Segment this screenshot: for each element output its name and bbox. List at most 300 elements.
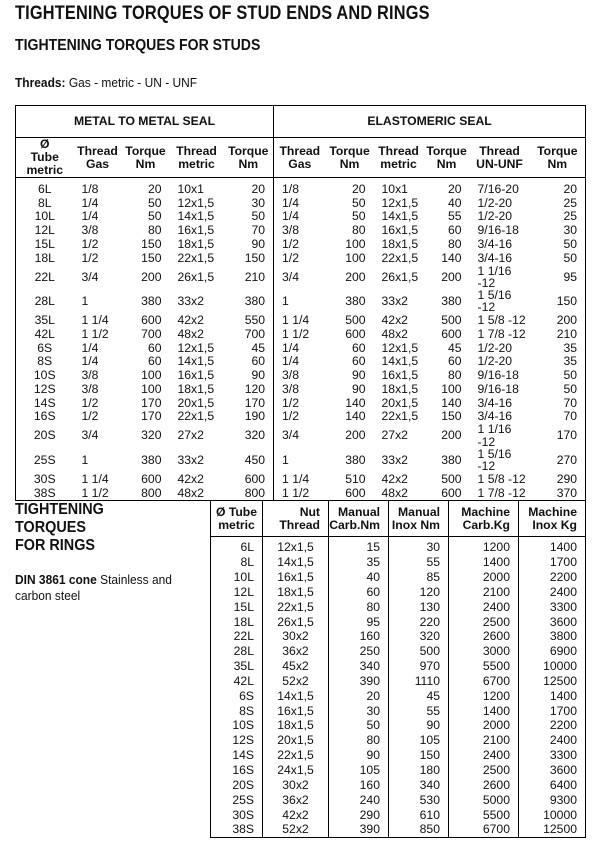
table-cell: 700: [141, 326, 162, 341]
table-cell: 80: [329, 599, 389, 614]
table-cell: 18x1,5: [177, 236, 215, 251]
table-cell: 50: [329, 718, 389, 733]
table-cell: 18x1,5: [381, 381, 419, 396]
table-cell: 1/2: [282, 395, 299, 410]
table-cell: 1 1/16 -12: [477, 422, 512, 449]
table-cell: 2400: [449, 748, 519, 763]
table-cell: 170: [141, 395, 162, 410]
table-cell: 15L: [211, 599, 263, 614]
rings-torque-table: [210, 500, 586, 838]
table-cell: 600: [441, 326, 462, 341]
table-cell: 170: [556, 428, 578, 443]
table-cell: 20x1,5: [263, 733, 329, 748]
table-cell: 60: [224, 355, 274, 369]
studs-column-header: Thread UN-UNF: [470, 138, 530, 178]
table-row: [16, 472, 586, 486]
table-cell: 35: [563, 340, 578, 355]
table-cell: 18x1,5: [381, 236, 419, 251]
table-cell: 30x2: [263, 629, 329, 644]
table-cell: 270: [556, 452, 578, 467]
table-cell: 60: [351, 354, 366, 369]
table-cell: 2100: [449, 585, 519, 600]
table-cell: 25S: [33, 452, 56, 467]
table-row: [16, 265, 586, 289]
table-cell: 500: [345, 313, 366, 328]
table-cell: 150: [224, 251, 274, 265]
studs-column-header: Thread Gas: [74, 138, 122, 178]
table-cell: 90: [224, 237, 274, 251]
table-cell: 2400: [519, 585, 586, 600]
table-cell: 850: [389, 822, 449, 837]
table-cell: 60: [147, 354, 162, 369]
table-cell: 1/2: [81, 250, 99, 265]
table-cell: 1700: [519, 555, 586, 570]
table-cell: 3600: [519, 614, 586, 629]
table-cell: 1110: [389, 674, 449, 689]
table-cell: 70: [563, 409, 578, 424]
table-cell: 70: [224, 223, 274, 237]
table-cell: 16x1,5: [263, 703, 329, 718]
table-cell: 600: [141, 471, 162, 486]
table-row: [211, 674, 586, 689]
table-cell: 1: [81, 452, 89, 467]
table-cell: 45: [447, 340, 462, 355]
table-cell: 50: [563, 250, 578, 265]
table-cell: 6S: [211, 688, 263, 703]
table-cell: 40: [447, 195, 462, 210]
table-cell: 30: [389, 537, 449, 555]
table-cell: 530: [389, 792, 449, 807]
table-cell: 14x1,5: [177, 209, 215, 224]
table-cell: 1400: [449, 555, 519, 570]
table-cell: 14S: [33, 395, 56, 410]
table-cell: 105: [329, 763, 389, 778]
rings-description: [15, 572, 190, 604]
table-row: [16, 327, 586, 341]
table-cell: 3/8: [282, 368, 299, 383]
table-cell: 22L: [211, 629, 263, 644]
table-cell: 3/4-16: [477, 409, 513, 424]
table-cell: 33x2: [177, 452, 204, 467]
table-cell: 25: [563, 195, 578, 210]
table-cell: 600: [441, 485, 462, 500]
table-cell: 50: [563, 236, 578, 251]
table-row: [211, 537, 586, 555]
table-cell: 10S: [33, 368, 56, 383]
table-cell: 50: [563, 381, 578, 396]
table-cell: 170: [224, 396, 274, 410]
table-cell: 1400: [449, 703, 519, 718]
table-cell: 50: [351, 195, 366, 210]
table-cell: 1: [282, 452, 289, 467]
table-row: [211, 555, 586, 570]
table-cell: 16x1,5: [381, 368, 419, 383]
table-cell: 100: [441, 381, 462, 396]
table-row: [16, 448, 586, 472]
table-cell: 12500: [519, 674, 586, 689]
table-cell: 3600: [519, 763, 586, 778]
table-cell: 140: [345, 395, 366, 410]
table-cell: 18x1,5: [263, 718, 329, 733]
studs-column-header: Thread metric: [170, 138, 224, 178]
table-cell: 27x2: [381, 428, 408, 443]
table-cell: 10x1: [177, 181, 204, 196]
table-cell: 8S: [211, 703, 263, 718]
table-cell: 1/2: [81, 409, 99, 424]
table-cell: 90: [329, 748, 389, 763]
table-row: [211, 778, 586, 793]
table-cell: 7/16-20: [477, 181, 519, 196]
table-cell: 42x2: [177, 471, 204, 486]
table-row: [16, 423, 586, 447]
table-cell: 2600: [449, 778, 519, 793]
table-cell: 6400: [519, 778, 586, 793]
table-cell: 3/8: [282, 223, 299, 238]
table-cell: 380: [141, 294, 162, 308]
threads-value: Gas - metric - UN - UNF: [68, 75, 198, 90]
table-cell: 1 1/2: [282, 485, 310, 500]
table-cell: 50: [351, 209, 366, 224]
table-row: [16, 396, 586, 410]
table-cell: 290: [329, 807, 389, 822]
table-cell: 5000: [449, 792, 519, 807]
table-cell: 1/4: [282, 209, 299, 224]
table-cell: 30: [563, 223, 578, 238]
table-cell: 18L: [34, 250, 55, 265]
rings-column-header: Nut Thread: [263, 501, 329, 537]
table-cell: 35: [329, 555, 389, 570]
table-cell: 95: [329, 614, 389, 629]
table-cell: 55: [389, 555, 449, 570]
table-cell: 16S: [211, 763, 263, 778]
group-elastomeric-header: ELASTOMERIC SEAL: [274, 106, 586, 138]
table-cell: 1200: [449, 537, 519, 555]
rings-title: [15, 501, 104, 555]
table-cell: 1 1/4: [282, 313, 310, 328]
table-cell: 1/2: [81, 395, 99, 410]
table-cell: 20: [224, 178, 274, 196]
table-cell: 340: [389, 778, 449, 793]
table-row: [16, 313, 586, 327]
table-cell: 8S: [37, 354, 53, 369]
table-cell: 22x1,5: [263, 748, 329, 763]
table-row: [16, 237, 586, 251]
table-cell: 6L: [211, 537, 263, 555]
table-cell: 40: [329, 570, 389, 585]
table-cell: 120: [389, 585, 449, 600]
table-cell: 3/8: [81, 368, 99, 383]
table-cell: 1700: [519, 703, 586, 718]
table-cell: 15L: [34, 236, 55, 251]
table-cell: 80: [329, 733, 389, 748]
table-row: [16, 223, 586, 237]
table-row: [211, 807, 586, 822]
table-cell: 1/4: [282, 354, 299, 369]
table-cell: 22x1,5: [177, 250, 215, 265]
table-cell: 70: [563, 395, 578, 410]
table-cell: 390: [329, 822, 389, 837]
table-cell: 320: [389, 629, 449, 644]
table-cell: 48x2: [177, 485, 204, 500]
table-cell: 150: [141, 250, 162, 265]
table-cell: 150: [141, 236, 162, 251]
table-row: [16, 355, 586, 369]
table-cell: 28L: [211, 644, 263, 659]
studs-column-header: Thread metric: [374, 138, 424, 178]
table-cell: 42L: [211, 674, 263, 689]
rings-column-header: Manual Inox Nm: [389, 501, 449, 537]
table-cell: 1/8: [282, 181, 299, 196]
studs-column-header: Torque Nm: [530, 138, 586, 178]
table-cell: 1 5/16 -12: [477, 287, 512, 315]
table-cell: 90: [351, 368, 366, 383]
table-cell: 600: [224, 472, 274, 486]
table-cell: 3/4: [282, 428, 299, 443]
table-cell: 1/2-20: [477, 354, 513, 369]
table-cell: 150: [556, 294, 578, 308]
table-cell: 550: [224, 313, 274, 327]
table-cell: 800: [224, 486, 274, 500]
table-cell: 130: [389, 599, 449, 614]
table-cell: 3/8: [282, 381, 299, 396]
table-cell: 340: [329, 659, 389, 674]
table-cell: 150: [389, 748, 449, 763]
table-cell: 380: [224, 289, 274, 313]
table-cell: 200: [345, 269, 366, 284]
table-cell: 1/2: [282, 250, 299, 265]
table-cell: 500: [389, 644, 449, 659]
table-cell: 16x1,5: [177, 368, 215, 383]
table-cell: 33x2: [177, 294, 204, 308]
table-cell: 26x1,5: [263, 614, 329, 629]
table-cell: 380: [441, 294, 462, 308]
table-cell: 1 5/8 -12: [477, 471, 526, 486]
table-row: [211, 688, 586, 703]
table-cell: 1/2-20: [477, 209, 513, 224]
table-cell: 42x2: [381, 313, 408, 328]
table-cell: 5500: [449, 807, 519, 822]
table-cell: 500: [441, 471, 462, 486]
table-cell: 36x2: [263, 644, 329, 659]
table-cell: 250: [329, 644, 389, 659]
table-cell: 2200: [519, 570, 586, 585]
table-cell: 3/4: [282, 269, 299, 284]
table-row: [211, 718, 586, 733]
table-cell: 1: [282, 294, 289, 308]
table-cell: 60: [329, 585, 389, 600]
rings-column-header: Manual Carb.Nm: [329, 501, 389, 537]
rings-desc-material: Stainless and carbon steel: [15, 572, 172, 603]
table-cell: 210: [224, 265, 274, 289]
table-cell: 12L: [34, 223, 55, 238]
table-cell: 85: [389, 570, 449, 585]
table-row: [16, 178, 586, 196]
table-cell: 1/4: [282, 340, 299, 355]
table-cell: 610: [389, 807, 449, 822]
table-cell: 42x2: [177, 313, 204, 328]
table-row: [211, 659, 586, 674]
studs-subtitle: TIGHTENING TORQUES FOR STUDS: [15, 37, 261, 54]
table-cell: 12L: [211, 585, 263, 600]
table-cell: 35L: [34, 313, 55, 328]
table-cell: 600: [345, 485, 366, 500]
table-cell: 26x1,5: [177, 269, 215, 284]
table-row: [16, 486, 586, 500]
table-cell: 2100: [449, 733, 519, 748]
table-cell: 3/4: [81, 428, 99, 443]
table-cell: 42x2: [263, 807, 329, 822]
table-cell: 28L: [34, 294, 55, 308]
table-cell: 14x1,5: [263, 555, 329, 570]
table-cell: 105: [389, 733, 449, 748]
table-cell: 1/4: [81, 340, 99, 355]
rings-desc-standard: DIN 3861 cone: [15, 572, 97, 587]
table-cell: 1 7/8 -12: [477, 485, 526, 500]
table-cell: 16x1,5: [381, 223, 419, 238]
table-cell: 510: [345, 471, 366, 486]
table-cell: 320: [224, 423, 274, 447]
table-cell: 1/2: [282, 409, 299, 424]
rings-title-line: FOR RINGS: [15, 537, 96, 554]
table-cell: 380: [345, 452, 366, 467]
studs-column-header: Torque Nm: [424, 138, 470, 178]
table-row: [16, 196, 586, 210]
table-cell: 3/4-16: [477, 250, 513, 265]
table-cell: 90: [224, 368, 274, 382]
table-cell: 20: [147, 181, 162, 196]
table-cell: 14x1,5: [381, 354, 419, 369]
table-cell: 12x1,5: [177, 340, 215, 355]
table-cell: 60: [147, 340, 162, 355]
table-cell: 25S: [211, 792, 263, 807]
table-cell: 50: [224, 210, 274, 224]
table-cell: 14S: [211, 748, 263, 763]
table-cell: 18L: [211, 614, 263, 629]
table-cell: 55: [447, 209, 462, 224]
table-cell: 14x1,5: [177, 354, 215, 369]
table-cell: 2500: [449, 763, 519, 778]
table-cell: 3/4: [81, 269, 99, 284]
table-cell: 1/4: [81, 354, 99, 369]
table-cell: 1/4: [282, 195, 299, 210]
table-cell: 6700: [449, 674, 519, 689]
table-cell: 42L: [34, 326, 55, 341]
table-cell: 2400: [449, 599, 519, 614]
table-cell: 100: [141, 381, 162, 396]
table-cell: 1/2: [81, 236, 99, 251]
table-cell: 95: [563, 269, 578, 284]
table-cell: 10L: [211, 570, 263, 585]
studs-column-header: Torque Nm: [326, 138, 374, 178]
table-cell: 12S: [33, 381, 56, 396]
table-cell: 1 7/8 -12: [477, 326, 526, 341]
table-cell: 1 1/4: [81, 471, 109, 486]
table-cell: 6L: [37, 181, 52, 196]
table-cell: 3/8: [81, 223, 99, 238]
table-cell: 1/2-20: [477, 195, 513, 210]
studs-column-header: Ø Tube metric: [16, 138, 74, 178]
table-row: [211, 822, 586, 837]
table-cell: 190: [224, 410, 274, 424]
table-cell: 380: [441, 452, 462, 467]
table-cell: 1/4: [81, 209, 99, 224]
table-cell: 140: [345, 409, 366, 424]
table-cell: 1400: [519, 688, 586, 703]
table-cell: 12500: [519, 822, 586, 837]
table-cell: 60: [447, 223, 462, 238]
table-row: [211, 763, 586, 778]
table-cell: 3300: [519, 599, 586, 614]
table-cell: 35: [563, 354, 578, 369]
table-cell: 22x1,5: [381, 250, 419, 265]
table-cell: 16x1,5: [263, 570, 329, 585]
table-cell: 9/16-18: [477, 368, 519, 383]
group-metal-header: METAL TO METAL SEAL: [16, 106, 274, 138]
table-cell: 20S: [33, 428, 56, 443]
table-cell: 140: [441, 395, 462, 410]
table-cell: 170: [141, 409, 162, 424]
table-cell: 12x1,5: [263, 537, 329, 555]
table-cell: 90: [389, 718, 449, 733]
table-cell: 3000: [449, 644, 519, 659]
table-cell: 500: [441, 313, 462, 328]
table-row: [211, 703, 586, 718]
table-cell: 160: [329, 629, 389, 644]
table-cell: 48x2: [381, 326, 408, 341]
table-row: [16, 289, 586, 313]
table-cell: 220: [389, 614, 449, 629]
table-cell: 10000: [519, 807, 586, 822]
table-cell: 52x2: [263, 822, 329, 837]
table-cell: 55: [389, 703, 449, 718]
table-row: [16, 368, 586, 382]
table-cell: 30: [224, 196, 274, 210]
table-cell: 60: [447, 354, 462, 369]
table-cell: 380: [345, 294, 366, 308]
table-row: [16, 382, 586, 396]
table-cell: 6900: [519, 644, 586, 659]
table-cell: 1 1/2: [81, 326, 109, 341]
table-cell: 45: [389, 688, 449, 703]
table-cell: 5500: [449, 659, 519, 674]
table-cell: 800: [141, 485, 162, 500]
table-cell: 12S: [211, 733, 263, 748]
studs-torque-table: [15, 105, 586, 501]
table-cell: 52x2: [263, 674, 329, 689]
studs-column-header: Torque Nm: [122, 138, 170, 178]
table-cell: 45x2: [263, 659, 329, 674]
rings-column-header: Ø Tube metric: [211, 501, 263, 537]
table-cell: 1/2: [282, 236, 299, 251]
table-cell: 24x1,5: [263, 763, 329, 778]
page-title: TIGHTENING TORQUES OF STUD ENDS AND RINGS: [15, 3, 430, 24]
studs-column-header: Torque Nm: [224, 138, 274, 178]
table-cell: 1 5/16 -12: [477, 446, 512, 473]
table-cell: 3300: [519, 748, 586, 763]
table-cell: 180: [389, 763, 449, 778]
table-cell: 12x1,5: [381, 195, 419, 210]
table-cell: 16S: [33, 409, 56, 424]
table-cell: 18x1,5: [263, 585, 329, 600]
table-cell: 20: [351, 181, 366, 196]
table-cell: 2200: [519, 718, 586, 733]
table-cell: 50: [147, 209, 162, 224]
table-cell: 100: [345, 236, 366, 251]
table-row: [211, 748, 586, 763]
table-cell: 240: [329, 792, 389, 807]
table-cell: 200: [141, 269, 162, 284]
table-cell: 16x1,5: [177, 223, 215, 238]
